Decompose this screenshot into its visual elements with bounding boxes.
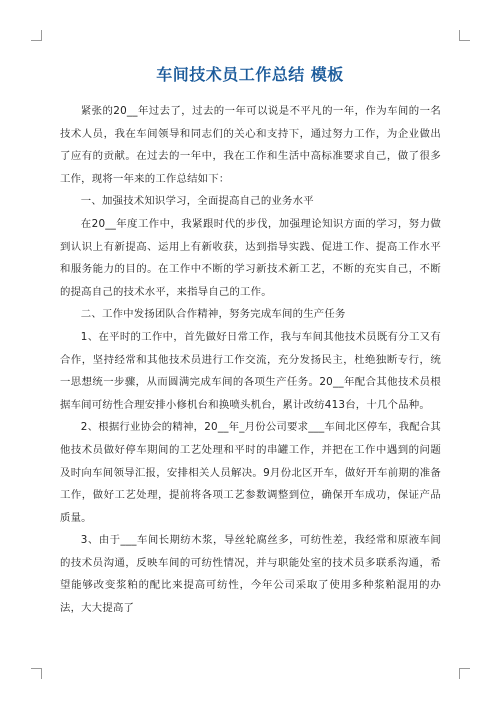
document-title: 车间技术员工作总结 模板 <box>156 65 344 84</box>
section-heading-2: 二、工作中发扬团队合作精神，努务完成车间的生产任务 <box>80 308 346 321</box>
crop-mark-bottom-left <box>31 668 42 679</box>
crop-mark-bottom-right <box>459 668 470 679</box>
intro-paragraph: 紧张的20__年过去了，过去的一年可以说是不平凡的一年，作为车间的一名技术人员，我在车间领导和同志们的关心和支持下，通过努力工作，为企业做出了应有的贡献。在过去的一年中，我在工作和生活中高标准要求自己，做了很多工作，现将一年来的工作总结如下： <box>60 105 441 185</box>
section-heading-1: 一、加强技术知识学习，全面提高自己的业务水平 <box>80 195 314 208</box>
body-paragraph: 2、根据行业协会的精神，20__年_月份公司要求___车间北区停车，我配合其他技术员做好停车期间的工艺处理和平时的串罐工作，并把在工作中遇到的问题及时向车间领导汇报，安排相关人员解决。9月份北区开车，做好开车前期的准备工作，做好工艺处理，提前将各项工艺参数调整到位，确保开车成功，保证产品质量。 <box>60 421 441 524</box>
body-paragraph: 在20__年度工作中，我紧跟时代的步伐，加强理论知识方面的学习，努力做到认识上有新提高、运用上有新收获，达到指导实践、促进工作、提高工作水平和服务能力的目的。在工作中不断的学习新技术新工艺，不断的充实自己，不断的提高自己的技术水平，来指导自己的工作。 <box>60 217 441 298</box>
crop-mark-top-right <box>459 30 470 41</box>
body-paragraph: 1、在平时的工作中，首先做好日常工作，我与车间其他技术员既有分工又有合作，坚持经常和其他技术员进行工作交流，充分发扬民主，杜绝独断专行，统一思想统一步骤，从而圆满完成车间的各项生产任务。20__年配合其他技术员根据车间可纺性合理安排小修机台和换喷头机台，累计改纺413台，十几个品种。 <box>60 330 441 411</box>
crop-mark-top-left <box>31 30 42 41</box>
body-paragraph: 3、由于___车间长期纺木浆，导丝轮腐丝多，可纺性差，我经常和原液车间的技术员沟通，反映车间的可纺性情况，并与职能处室的技术员多联系沟通，希望能够改变浆粕的配比来提高可纺性，今年公司采取了使用多种浆粕混用的办法，大大提高了 <box>60 534 441 615</box>
document-body <box>60 100 441 620</box>
